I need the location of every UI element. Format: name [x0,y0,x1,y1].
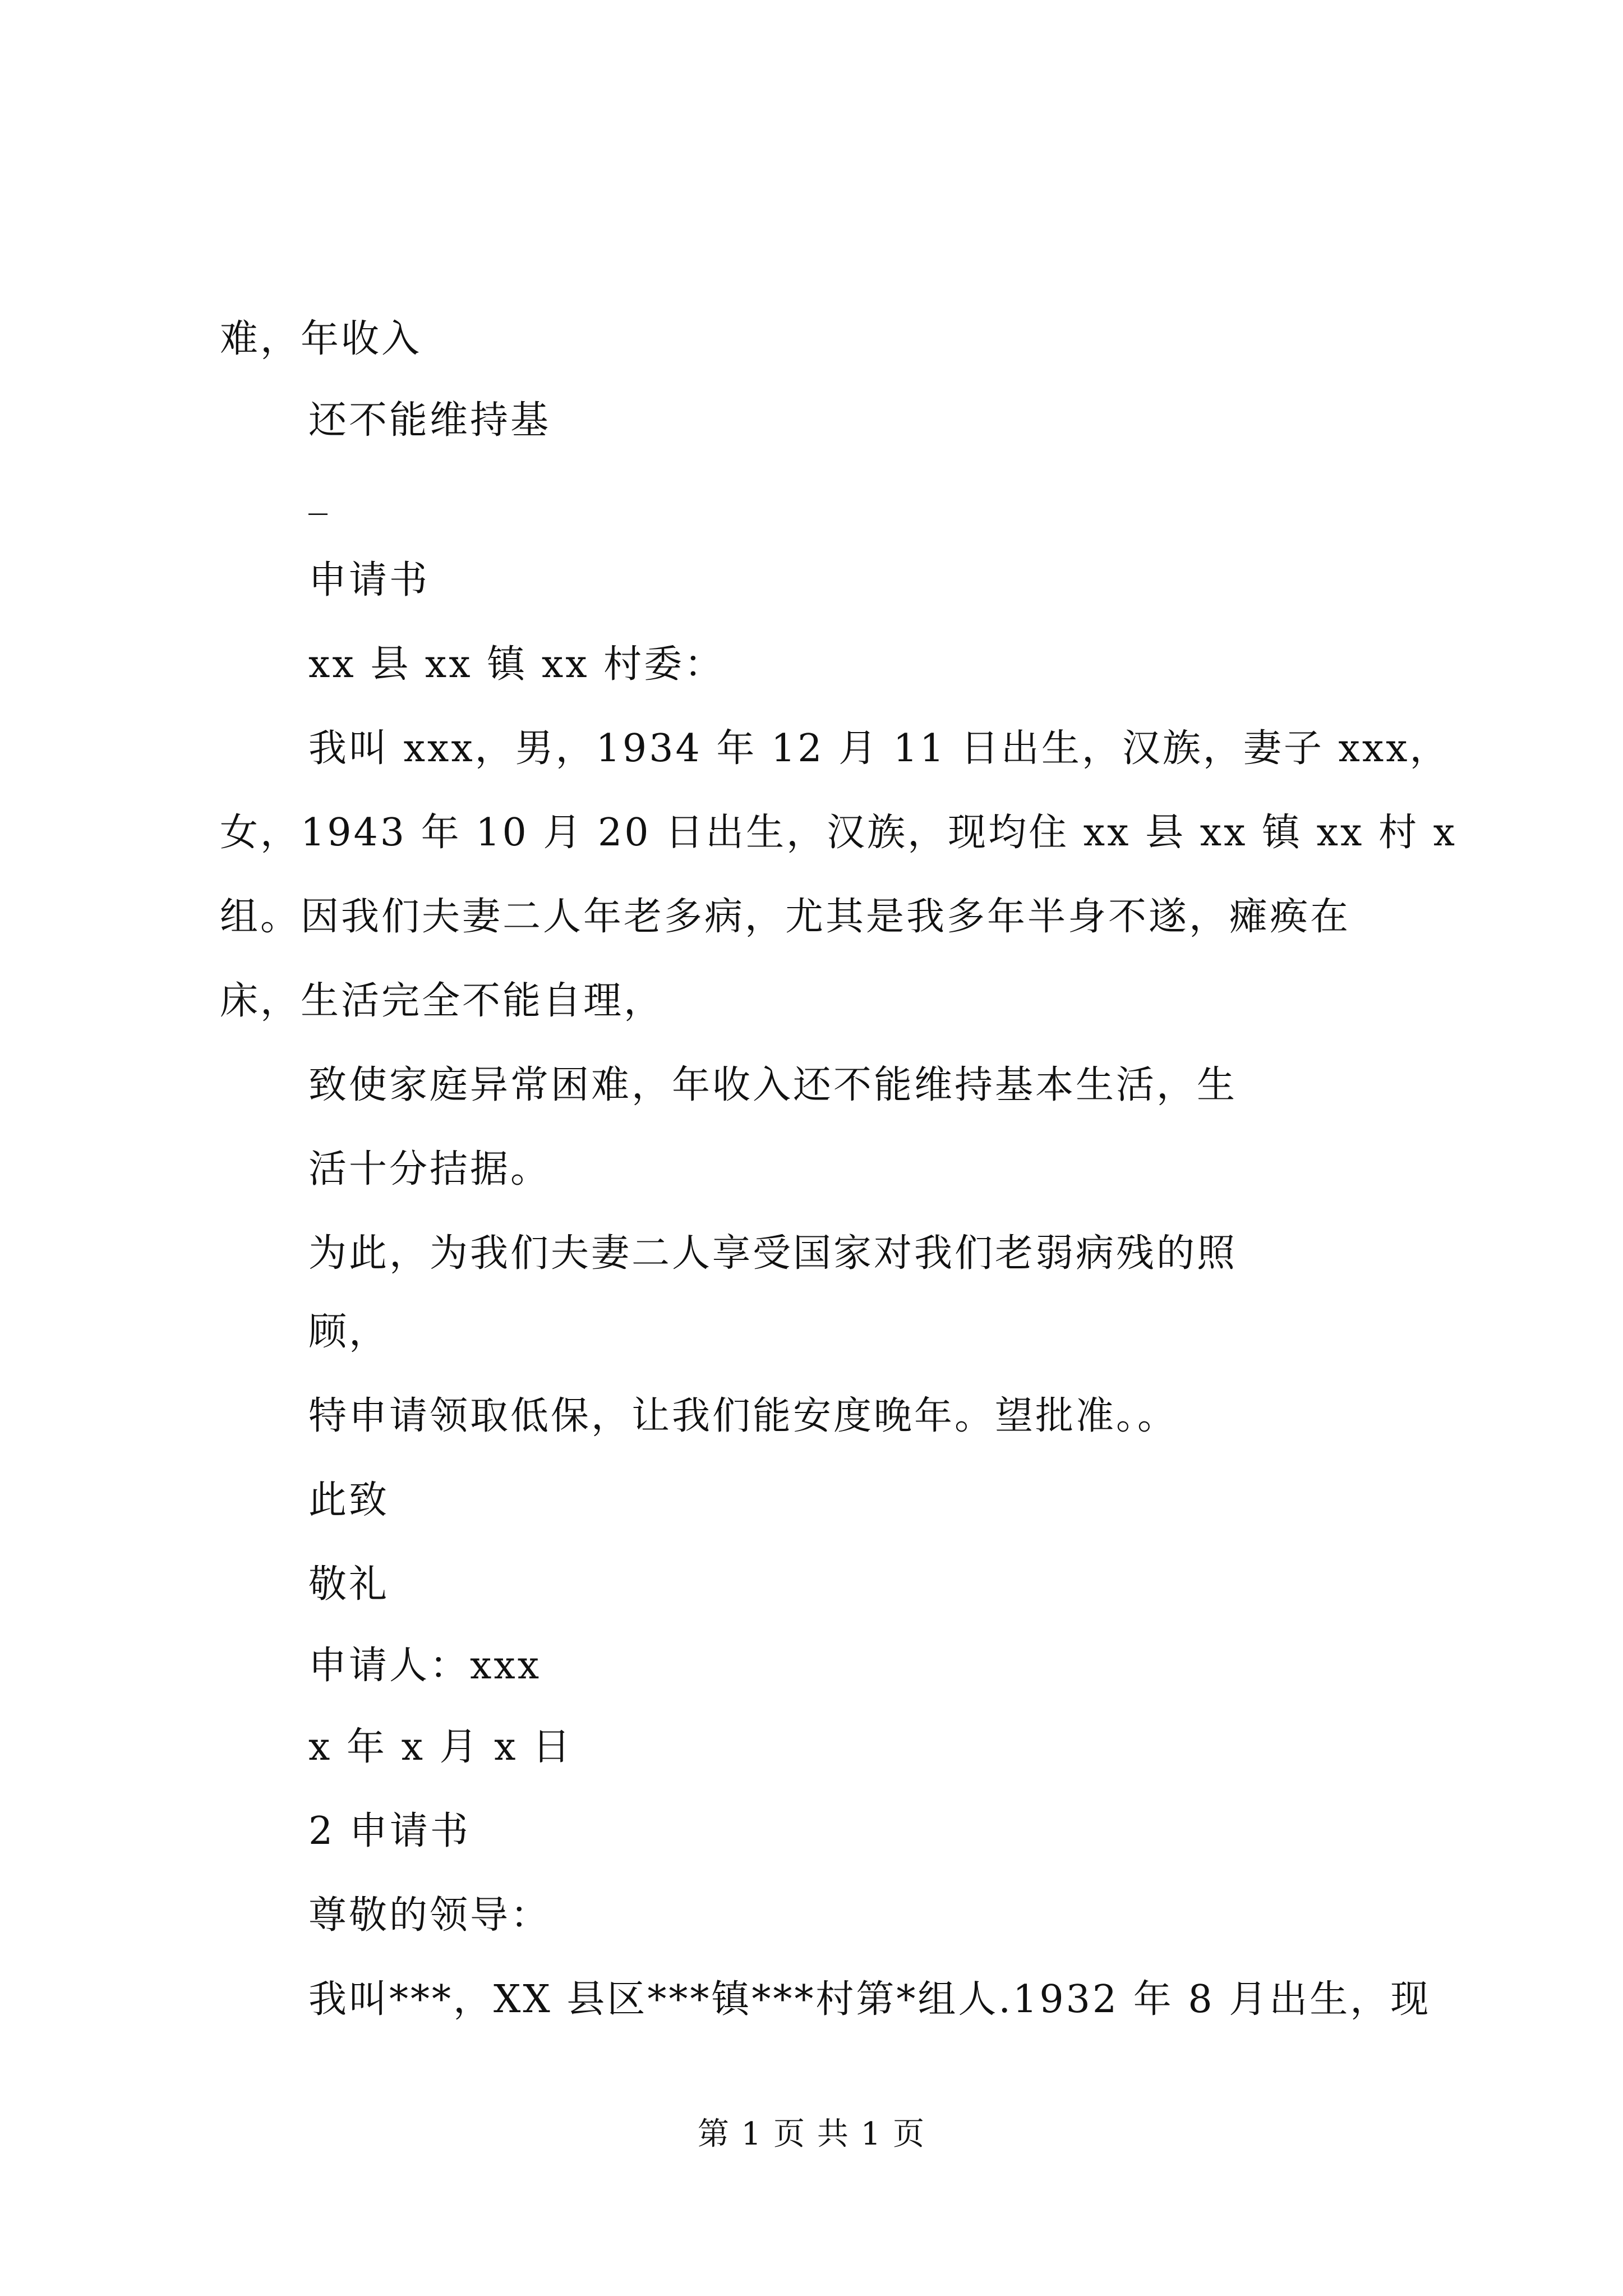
text-line: 我叫***，XX 县区***镇***村第*组人.1932 年 8 月出生，现 [308,1977,1431,2022]
text-line: _ [308,471,330,516]
closing-line: 此致 [308,1478,390,1522]
text-line: 女，1943 年 10 月 20 日出生，汉族，现均住 xx 县 xx 镇 xx 村 x [220,811,1457,855]
salutation: xx 县 xx 镇 xx 村委： [308,642,725,687]
text-line: 特申请领取低保，让我们能安度晚年。望批准。。 [308,1394,1178,1438]
text-line: 顾， [308,1310,390,1354]
text-line: 致使家庭异常困难，年收入还不能维持基本生活，生 [308,1063,1238,1107]
closing-line: 敬礼 [308,1562,390,1607]
text-line: 我叫 xxx，男，1934 年 12 月 11 日出生，汉族，妻子 xxx， [308,726,1450,771]
salutation: 尊敬的领导： [308,1893,551,1938]
document-heading: 申请书 [308,558,430,602]
text-line: 组。因我们夫妻二人年老多病，尤其是我多年半身不遂，瘫痪在 [220,895,1351,939]
text-line: 还不能维持基 [308,398,551,443]
text-line: 为此，为我们夫妻二人享受国家对我们老弱病残的照 [308,1231,1238,1276]
date-line: x 年 x 月 x 日 [308,1725,573,1769]
document-heading: 2 申请书 [308,1809,471,1853]
text-line: 活十分拮据。 [308,1147,551,1191]
text-line: 难，年收入 [220,317,422,361]
text-line: 床，生活完全不能自理， [220,979,665,1023]
page-number-footer: 第 1 页 共 1 页 [697,2116,926,2152]
applicant-line: 申请人：xxx [308,1644,542,1688]
